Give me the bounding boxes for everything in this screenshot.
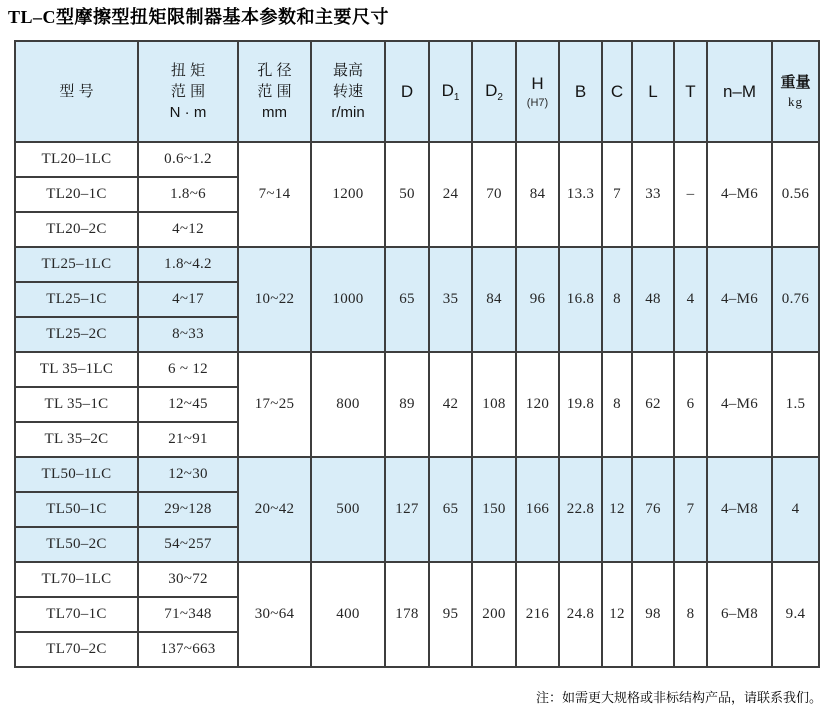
header-D	[385, 41, 429, 142]
header-D-label: D	[400, 81, 414, 101]
cell-torque: 8~33	[138, 317, 238, 352]
cell-speed: 800	[311, 352, 385, 457]
cell-H: 120	[516, 352, 559, 457]
cell-model: TL25–1LC	[15, 247, 138, 282]
header-max-speed	[311, 41, 385, 142]
header-C	[602, 41, 632, 142]
header-D1-base: D	[441, 80, 454, 100]
page-title: TL–C型摩擦型扭矩限制器基本参数和主要尺寸	[8, 7, 390, 27]
cell-nM: 4–M8	[707, 457, 772, 562]
cell-torque: 12~30	[138, 457, 238, 492]
cell-D1: 95	[429, 562, 472, 667]
header-weight-label: 重量	[780, 73, 811, 91]
table-row	[15, 352, 819, 387]
cell-bore: 17~25	[238, 352, 311, 457]
header-torque-line1: 扭 矩	[170, 62, 206, 79]
cell-H: 96	[516, 247, 559, 352]
cell-D1: 35	[429, 247, 472, 352]
cell-D: 65	[385, 247, 429, 352]
header-D2	[472, 41, 516, 142]
cell-L: 62	[632, 352, 674, 457]
cell-torque: 12~45	[138, 387, 238, 422]
header-speed-unit: r/min	[331, 104, 365, 121]
cell-speed: 400	[311, 562, 385, 667]
cell-model: TL20–1LC	[15, 142, 138, 177]
header-torque-range	[138, 41, 238, 142]
cell-model: TL 35–2C	[15, 422, 138, 457]
cell-bore: 7~14	[238, 142, 311, 247]
cell-model: TL20–2C	[15, 212, 138, 247]
header-weight-unit: kg	[788, 93, 803, 109]
cell-D1: 42	[429, 352, 472, 457]
cell-model: TL70–2C	[15, 632, 138, 667]
cell-torque: 21~91	[138, 422, 238, 457]
header-nM-label: n–M	[722, 81, 757, 101]
cell-nM: 4–M6	[707, 247, 772, 352]
cell-H: 166	[516, 457, 559, 562]
header-L	[632, 41, 674, 142]
header-T	[674, 41, 707, 142]
header-D2-base: D	[485, 80, 498, 100]
header-D1	[429, 41, 472, 142]
cell-torque: 1.8~4.2	[138, 247, 238, 282]
header-model: 型 号	[15, 41, 138, 142]
cell-D1: 24	[429, 142, 472, 247]
cell-speed: 1200	[311, 142, 385, 247]
cell-T: 8	[674, 562, 707, 667]
header-speed-line1: 最高	[332, 62, 363, 79]
header-nM	[707, 41, 772, 142]
header-bore-line2: 范 围	[257, 83, 292, 100]
cell-D: 178	[385, 562, 429, 667]
header-H-tolerance: (H7)	[526, 96, 549, 109]
table-body	[15, 142, 819, 667]
cell-H: 84	[516, 142, 559, 247]
cell-model: TL50–1C	[15, 492, 138, 527]
cell-L: 76	[632, 457, 674, 562]
cell-L: 48	[632, 247, 674, 352]
table-row	[15, 247, 819, 282]
header-T-label: T	[685, 81, 696, 101]
cell-B: 19.8	[559, 352, 602, 457]
cell-H: 216	[516, 562, 559, 667]
cell-model: TL 35–1LC	[15, 352, 138, 387]
cell-L: 98	[632, 562, 674, 667]
cell-D2: 108	[472, 352, 516, 457]
cell-weight: 0.76	[772, 247, 819, 352]
header-D1-sub: 1	[453, 91, 460, 103]
table-row	[15, 142, 819, 177]
cell-torque: 1.8~6	[138, 177, 238, 212]
cell-T: 6	[674, 352, 707, 457]
cell-weight: 4	[772, 457, 819, 562]
table-row	[15, 457, 819, 492]
cell-C: 12	[602, 562, 632, 667]
cell-D1: 65	[429, 457, 472, 562]
header-L-label: L	[648, 81, 658, 101]
header-bore-unit: mm	[262, 104, 287, 121]
cell-B: 22.8	[559, 457, 602, 562]
header-torque-line2: 范 围	[170, 83, 206, 100]
cell-D2: 150	[472, 457, 516, 562]
cell-D: 127	[385, 457, 429, 562]
footer-note: 注：如需更大规格或非标结构产品，请联系我们。	[535, 690, 822, 705]
cell-torque: 4~17	[138, 282, 238, 317]
header-speed-line2: 转速	[332, 83, 363, 100]
table-row	[15, 562, 819, 597]
cell-B: 24.8	[559, 562, 602, 667]
header-weight	[772, 41, 819, 142]
cell-model: TL25–2C	[15, 317, 138, 352]
header-bore-line1: 孔 径	[257, 62, 292, 79]
cell-torque: 71~348	[138, 597, 238, 632]
header-torque-unit: N · m	[169, 104, 207, 121]
header-C-label: C	[610, 81, 624, 101]
cell-C: 8	[602, 247, 632, 352]
header-B	[559, 41, 602, 142]
cell-model: TL70–1LC	[15, 562, 138, 597]
cell-model: TL20–1C	[15, 177, 138, 212]
cell-T: 7	[674, 457, 707, 562]
header-row	[15, 41, 819, 142]
cell-D: 50	[385, 142, 429, 247]
cell-speed: 500	[311, 457, 385, 562]
cell-model: TL 35–1C	[15, 387, 138, 422]
cell-weight: 0.56	[772, 142, 819, 247]
cell-C: 7	[602, 142, 632, 247]
cell-C: 12	[602, 457, 632, 562]
header-H-label: H	[531, 73, 544, 93]
cell-model: TL50–1LC	[15, 457, 138, 492]
cell-model: TL70–1C	[15, 597, 138, 632]
table-header	[15, 41, 819, 142]
cell-B: 13.3	[559, 142, 602, 247]
cell-bore: 10~22	[238, 247, 311, 352]
header-H	[516, 41, 559, 142]
cell-D: 89	[385, 352, 429, 457]
cell-nM: 6–M8	[707, 562, 772, 667]
header-D2-sub: 2	[497, 91, 503, 103]
header-bore-range	[238, 41, 311, 142]
cell-nM: 4–M6	[707, 142, 772, 247]
cell-torque: 137~663	[138, 632, 238, 667]
cell-model: TL25–1C	[15, 282, 138, 317]
cell-torque: 54~257	[138, 527, 238, 562]
cell-torque: 30~72	[138, 562, 238, 597]
cell-nM: 4–M6	[707, 352, 772, 457]
cell-L: 33	[632, 142, 674, 247]
cell-model: TL50–2C	[15, 527, 138, 562]
cell-torque: 6 ~ 12	[138, 352, 238, 387]
cell-bore: 20~42	[238, 457, 311, 562]
spec-table	[14, 40, 820, 668]
cell-C: 8	[602, 352, 632, 457]
cell-bore: 30~64	[238, 562, 311, 667]
cell-D2: 200	[472, 562, 516, 667]
cell-torque: 0.6~1.2	[138, 142, 238, 177]
cell-D2: 70	[472, 142, 516, 247]
cell-weight: 1.5	[772, 352, 819, 457]
cell-torque: 29~128	[138, 492, 238, 527]
cell-speed: 1000	[311, 247, 385, 352]
cell-T: 4	[674, 247, 707, 352]
cell-torque: 4~12	[138, 212, 238, 247]
cell-D2: 84	[472, 247, 516, 352]
cell-weight: 9.4	[772, 562, 819, 667]
cell-T: –	[674, 142, 707, 247]
header-B-label: B	[574, 81, 587, 101]
cell-B: 16.8	[559, 247, 602, 352]
